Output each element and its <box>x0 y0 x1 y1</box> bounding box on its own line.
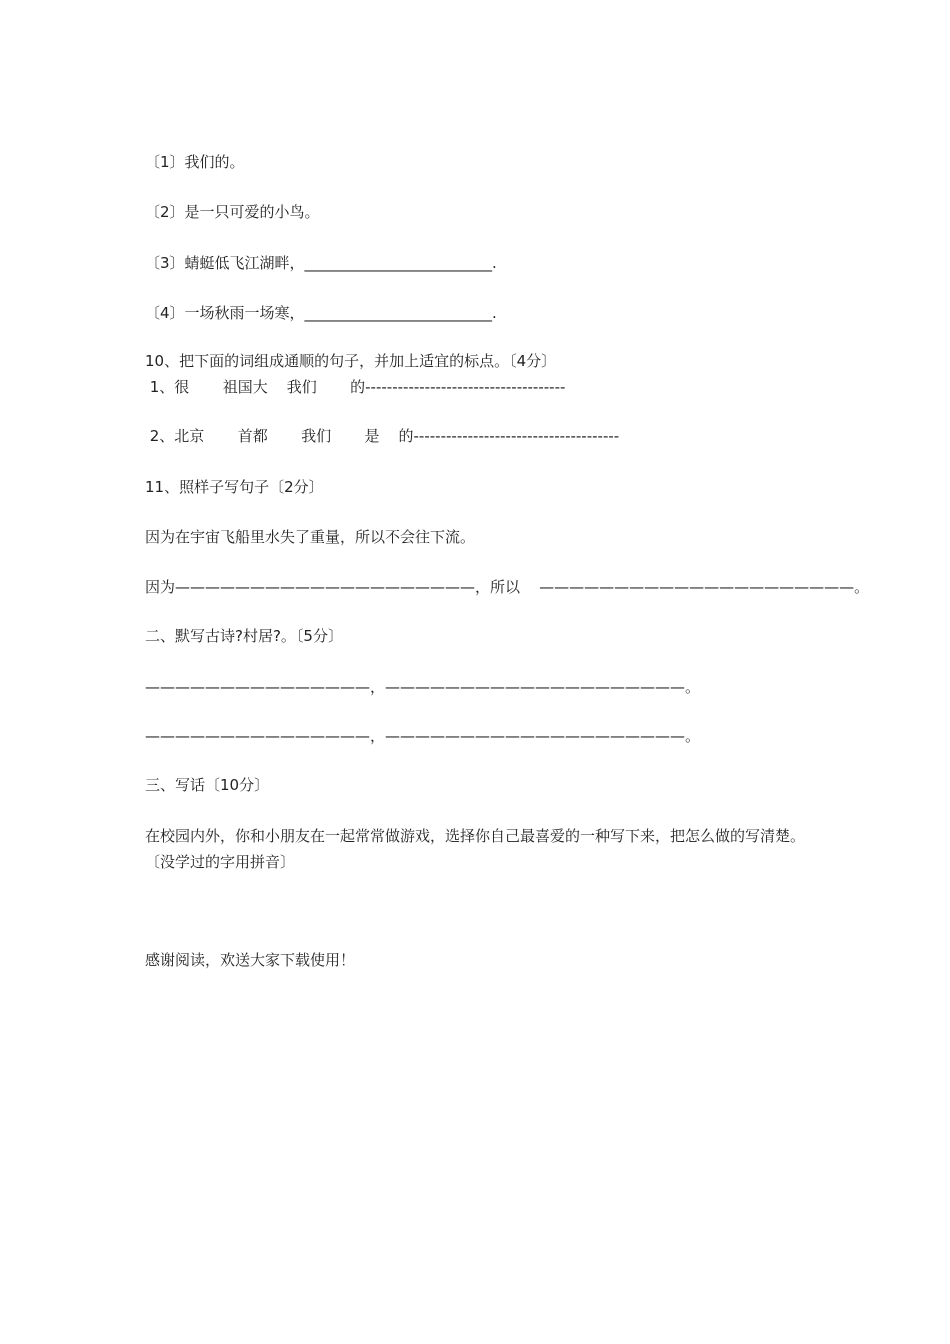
section-3-prompt: 在校园内外，你和小朋友在一起常常做游戏，选择你自己最喜爱的一种写下来，把怎么做的写清楚。〔没学过的字用拼音〕 <box>145 827 806 871</box>
section-2-line-2: ———————————————，————————————————————。 <box>145 727 701 745</box>
question-11-blank: 因为————————————————————，所以 —————————————————————。 <box>145 578 870 596</box>
question-10-line-2: 2、北京 首都 我们 是 的-------------------------------------- <box>145 427 620 445</box>
item-1: 〔1〕我们的。 <box>145 153 245 171</box>
item-3: 〔3〕蜻蜓低飞江湖畔，_________________________. <box>145 254 497 272</box>
question-10-title: 10、把下面的词组成通顺的句子，并加上适宜的标点。〔4分〕 <box>145 352 557 370</box>
closing-text: 感谢阅读，欢送大家下载使用！ <box>145 951 356 969</box>
question-10-line-1: 1、很 祖国大 我们 的------------------------------------- <box>145 378 566 396</box>
section-2-title: 二、默写古诗?村居?。〔5分〕 <box>145 627 343 645</box>
item-4: 〔4〕一场秋雨一场寒，_________________________. <box>145 304 497 322</box>
question-11-example: 因为在宇宙飞船里水失了重量，所以不会往下流。 <box>145 528 476 546</box>
section-3-title: 三、写话〔10分〕 <box>145 776 270 794</box>
item-2: 〔2〕是一只可爱的小鸟。 <box>145 203 320 221</box>
question-11-title: 11、照样子写句子〔2分〕 <box>145 478 324 496</box>
section-2-line-1: ———————————————，————————————————————。 <box>145 678 701 696</box>
